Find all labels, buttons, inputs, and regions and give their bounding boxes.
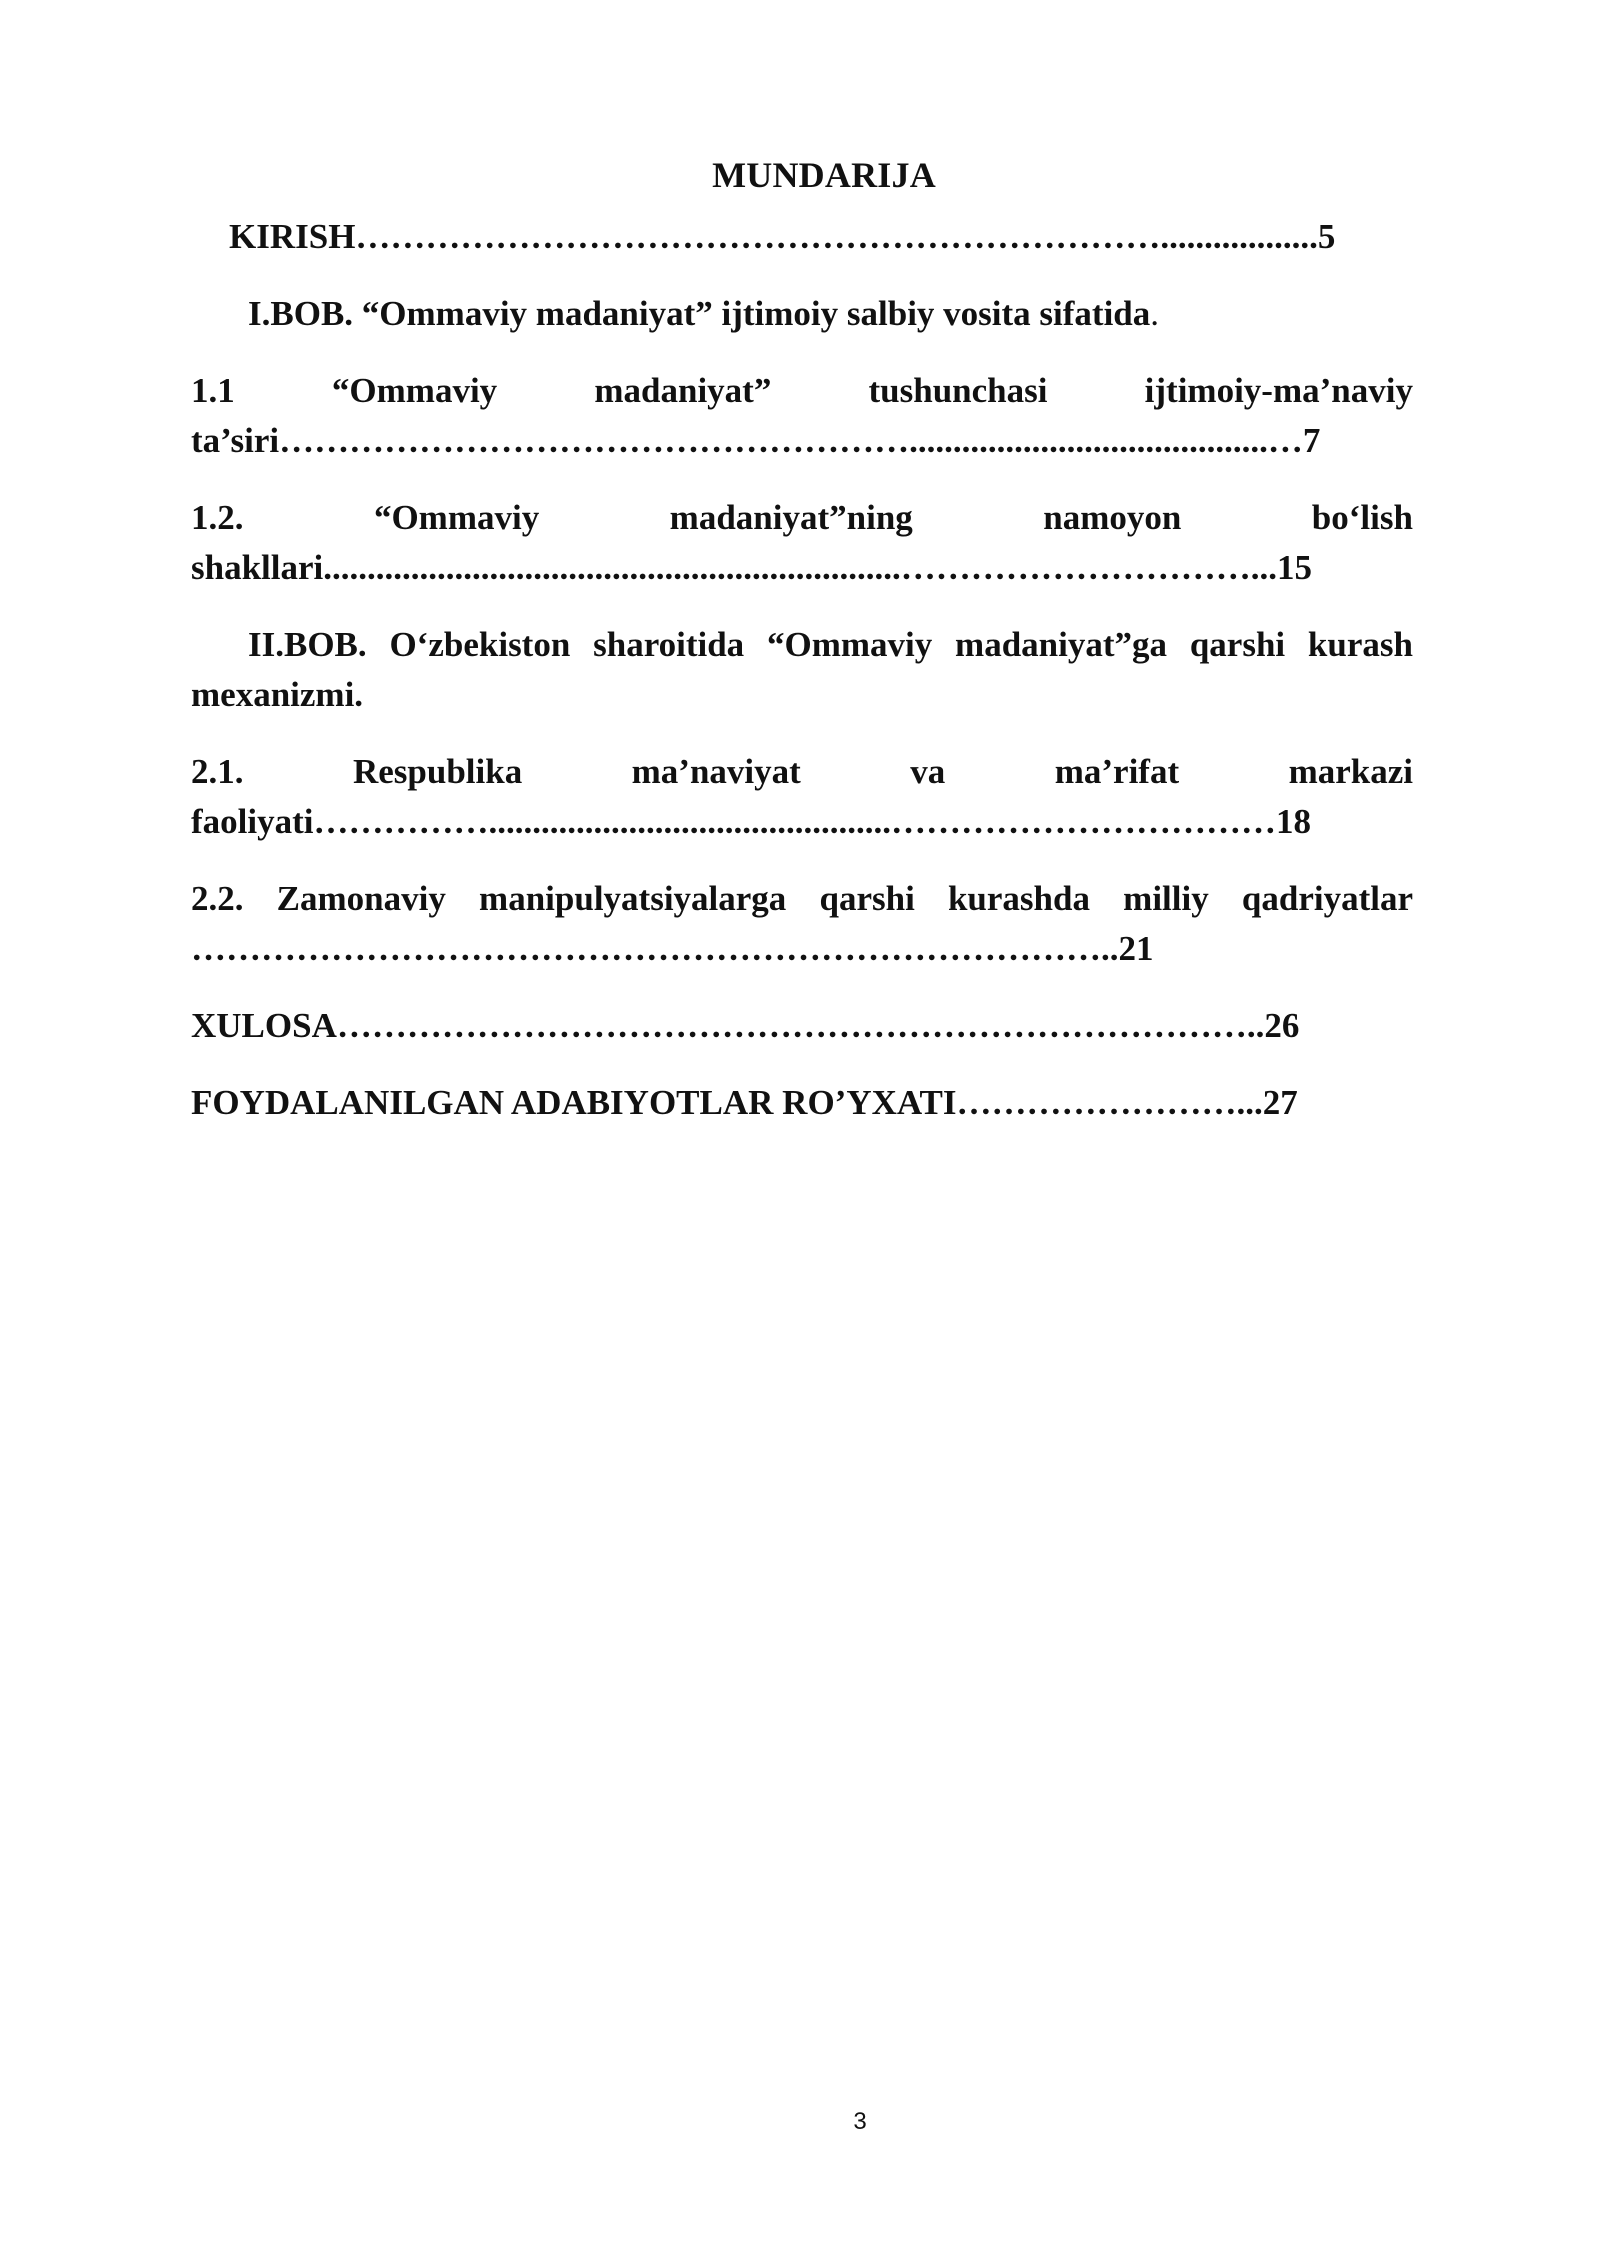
toc-word: ma’rifat [1054, 752, 1180, 791]
toc-word: ma’naviyat [631, 752, 801, 791]
page-number: 3 [853, 2108, 867, 2135]
toc-entry-chapter-1 [248, 289, 1470, 339]
toc-entry-references [191, 1078, 1413, 1128]
toc-entry-section-1-2 [191, 493, 1413, 593]
toc-word: bo‘lish [1311, 498, 1413, 537]
toc-kirish-text: KIRISH……………………………………………………………..................5 [229, 217, 1336, 256]
toc-word: tushunchasi [868, 371, 1048, 410]
toc-word: madaniyat” [594, 371, 772, 410]
toc-chapter-1-text: I.BOB. “Ommaviy madaniyat” ijtimoiy salbiy vosita sifatida [248, 294, 1151, 333]
toc-word: 1.2. [191, 498, 244, 537]
toc-word: markazi [1288, 752, 1413, 791]
toc-word: Respublika [352, 752, 523, 791]
toc-word: “Ommaviy [373, 498, 540, 537]
toc-section-1-1-line1 [191, 366, 1413, 416]
toc-word: 2.1. [191, 752, 244, 791]
toc-entry-xulosa [191, 1001, 1413, 1051]
toc-word: madaniyat”ning [669, 498, 913, 537]
toc-word: namoyon [1043, 498, 1182, 537]
toc-word: “Ommaviy [331, 371, 498, 410]
toc-entry-kirish [229, 212, 1451, 262]
page-title: MUNDARIJA [712, 155, 936, 195]
toc-section-2-1-line2: faoliyati……………..............................................……………………………18 [191, 802, 1311, 841]
toc-section-1-2-line2: shakllari..................................................................…………………………...15 [191, 548, 1313, 587]
toc-word: 1.1 [191, 371, 235, 410]
toc-word: ijtimoiy-ma’naviy [1144, 371, 1413, 410]
toc-entry-section-2-2 [191, 874, 1413, 974]
toc-entry-section-2-1 [191, 747, 1413, 847]
toc-section-1-2-line1 [191, 493, 1413, 543]
toc-section-2-2-line2: ……………………………………………………………………..21 [191, 929, 1154, 968]
toc-section-2-2-line1: 2.2. Zamonaviy manipulyatsiyalarga qarshi kurashda milliy qadriyatlar [191, 879, 1413, 918]
toc-entry-section-1-1 [191, 366, 1413, 466]
toc-chapter-1-period: . [1150, 294, 1160, 333]
toc-xulosa-text: XULOSA……………………………………………………………………..26 [191, 1006, 1300, 1045]
toc-references-text: FOYDALANILGAN ADABIYOTLAR RO’YXATI……………………...27 [191, 1083, 1298, 1122]
toc-entry-chapter-2: II.BOB. O‘zbekiston sharoitida “Ommaviy madaniyat”ga qarshi kurash mexanizmi. [191, 625, 1413, 714]
toc-section-2-1-line1 [191, 747, 1413, 797]
toc-section-1-1-line2: ta’siri……………………………………………….........................................…7 [191, 421, 1321, 460]
toc-word: va [910, 752, 946, 791]
